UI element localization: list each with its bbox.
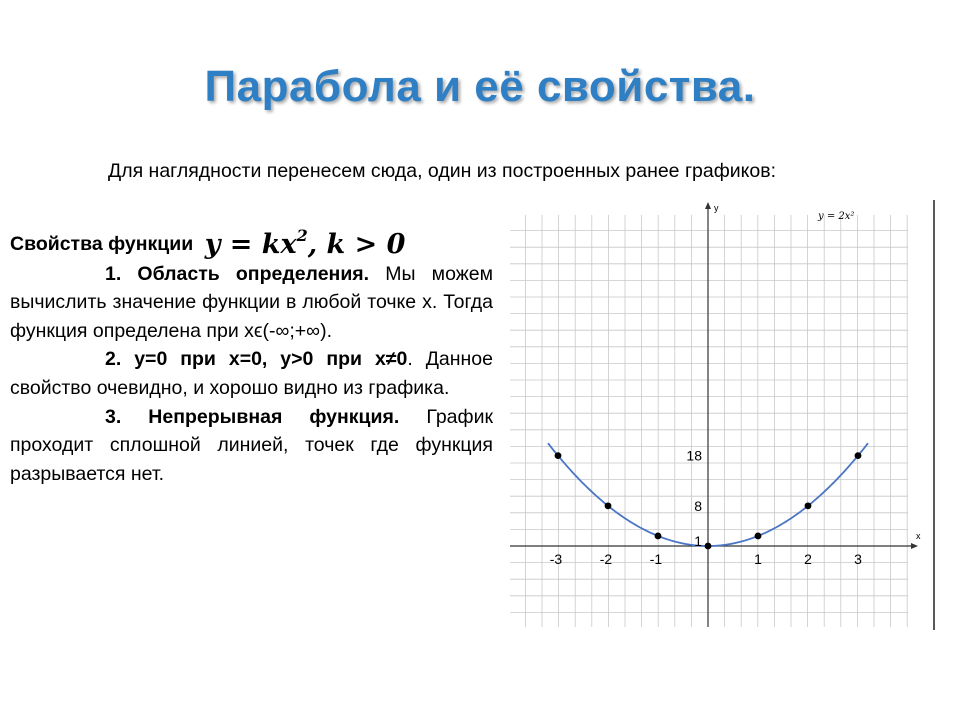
x-tick-label: -1 bbox=[649, 551, 663, 567]
x-tick-label: -3 bbox=[549, 551, 563, 567]
property-label-2: 2. у=0 при х=0, у>0 при х≠0 bbox=[105, 348, 408, 371]
chart-background bbox=[510, 215, 908, 627]
function-label: y = 2x² bbox=[818, 211, 855, 222]
x-tick-label: 2 bbox=[804, 551, 812, 567]
x-axis-label: x bbox=[916, 531, 921, 541]
y-tick-label: 8 bbox=[694, 497, 702, 514]
formula-lhs: y = kx bbox=[204, 229, 297, 260]
properties-block bbox=[10, 222, 493, 488]
x-tick-label: 1 bbox=[754, 551, 762, 567]
property-label-3: 3. Непрерывная функция. bbox=[105, 405, 400, 428]
data-point bbox=[855, 452, 862, 459]
property-text-2: . Данное свойство очевидно, и хорошо видно из графика. bbox=[10, 348, 493, 399]
data-point bbox=[655, 533, 662, 540]
properties-heading-line bbox=[10, 222, 493, 260]
y-axis-label: y bbox=[714, 203, 719, 213]
property-text-3: График проходит сплошной линией, точек где функция разрывается нет. bbox=[10, 405, 493, 485]
parabola-chart bbox=[500, 200, 920, 640]
slide-title: Парабола и её свойства. bbox=[204, 62, 756, 111]
formula-exponent: 2 bbox=[296, 226, 308, 245]
x-tick-label: -2 bbox=[599, 551, 613, 567]
y-tick-label: 1 bbox=[694, 532, 702, 549]
properties-heading: Свойства функции bbox=[10, 233, 194, 255]
property-label-1: 1. Область определения. bbox=[105, 262, 370, 285]
x-tick-label: 3 bbox=[854, 551, 862, 567]
intro-text: Для наглядности перенесем сюда, один из построенных ранее графиков: bbox=[108, 160, 777, 182]
data-point bbox=[755, 533, 762, 540]
formula bbox=[205, 222, 406, 260]
property-item-3 bbox=[10, 403, 493, 489]
data-point bbox=[605, 502, 612, 509]
data-point bbox=[705, 543, 712, 550]
property-item-2 bbox=[10, 345, 493, 402]
data-point bbox=[555, 452, 562, 459]
y-axis-arrow bbox=[705, 202, 711, 209]
formula-rhs: , k > 0 bbox=[307, 229, 406, 260]
y-tick-label: 18 bbox=[686, 447, 702, 464]
x-axis-arrow bbox=[911, 543, 918, 549]
property-item-1 bbox=[10, 260, 493, 346]
data-point bbox=[805, 502, 812, 509]
property-text-1: Мы можем вычислить значение функции в любой точке х. Тогда функция определена при хϵ(-∞;+∞). bbox=[10, 262, 493, 342]
